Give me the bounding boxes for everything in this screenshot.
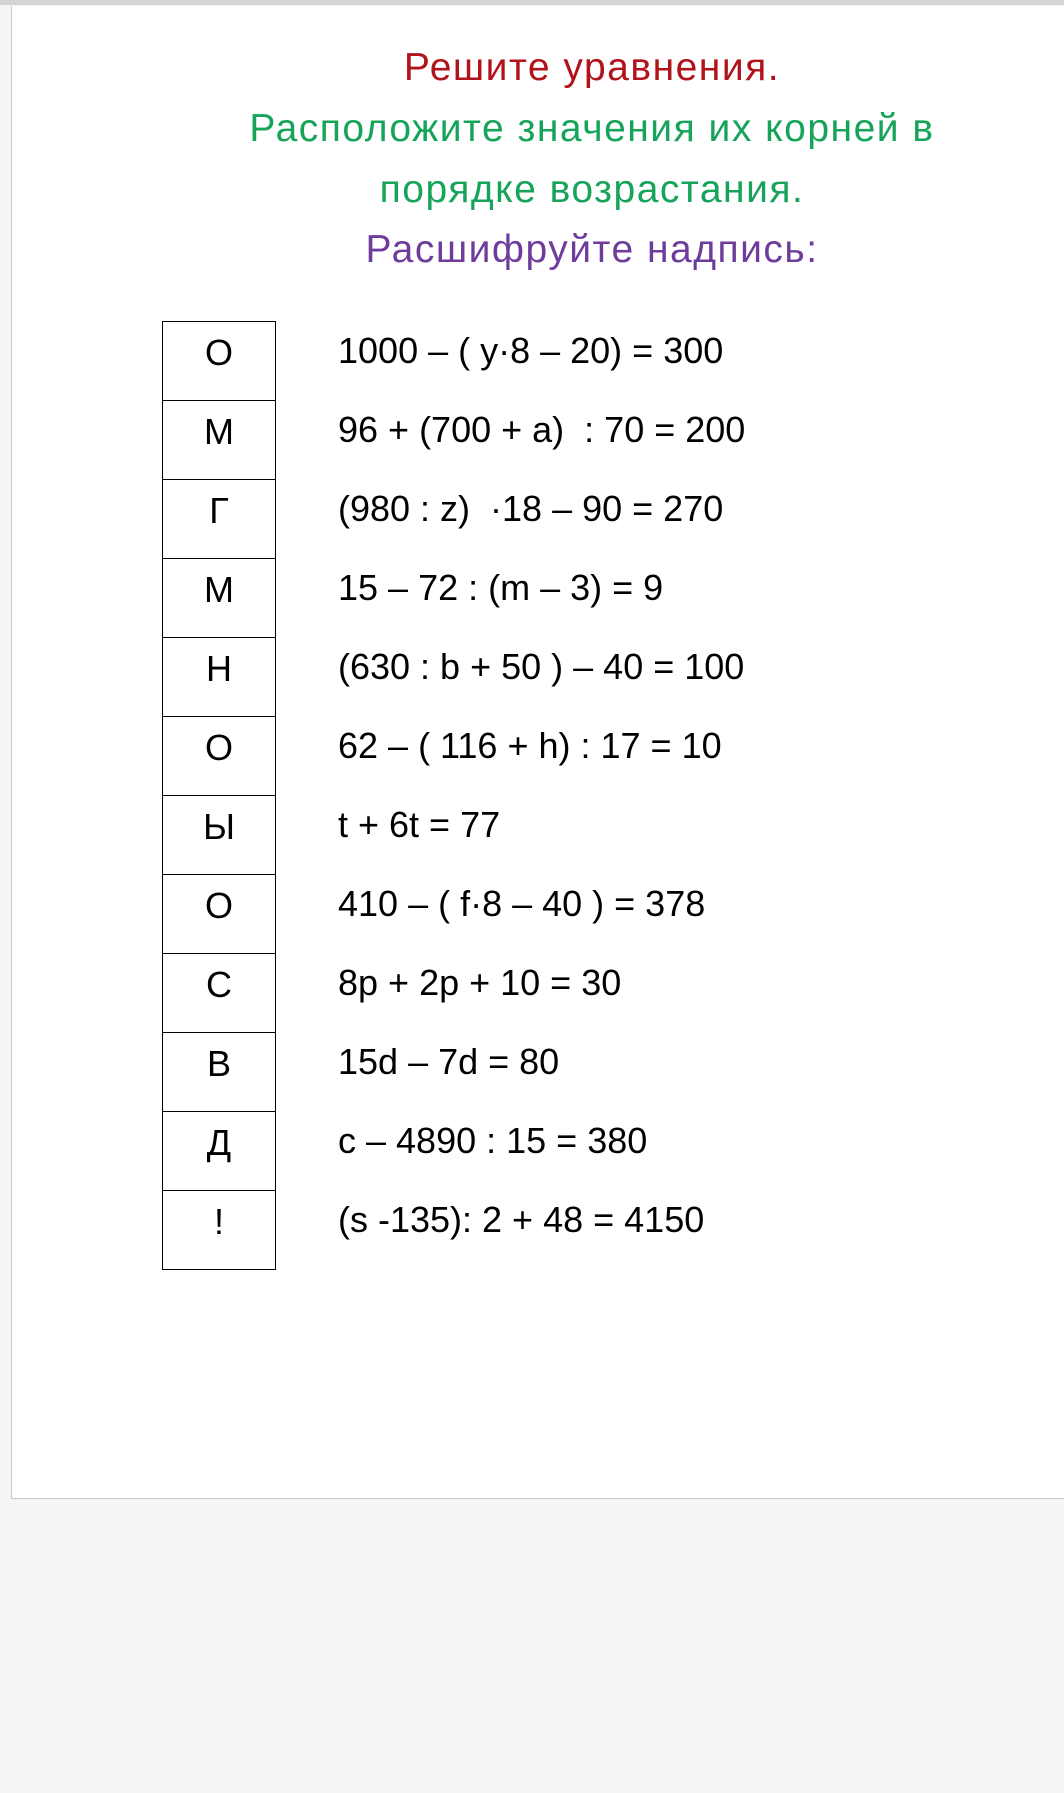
letter-cell — [163, 638, 276, 717]
letter-row — [163, 954, 276, 1033]
letter: Н — [206, 648, 232, 689]
letter: ! — [213, 1201, 224, 1242]
letter: О — [204, 885, 233, 926]
letter: М — [204, 569, 234, 610]
title-solve: Решите уравнения. — [403, 46, 781, 89]
top-border — [0, 0, 1064, 5]
letter-cell — [163, 1033, 276, 1112]
letter-row — [163, 638, 276, 717]
letter: Г — [209, 490, 229, 531]
equation: 15 – 72 : (m – 3) = 9 — [338, 567, 664, 608]
letter-cell — [163, 1112, 276, 1191]
letter-cell — [163, 480, 276, 559]
letter-row — [163, 559, 276, 638]
letter-row — [163, 875, 276, 954]
letter: В — [206, 1043, 231, 1084]
letter-cell — [163, 559, 276, 638]
letter-table — [162, 321, 276, 1270]
equation-list — [338, 321, 745, 1269]
equation: 15d – 7d = 80 — [338, 1041, 560, 1082]
letter: Д — [206, 1122, 232, 1163]
letter: О — [204, 332, 233, 373]
title-arrange-2: порядке возрастания. — [379, 168, 805, 211]
letter-cell — [163, 401, 276, 480]
letter-cell — [163, 796, 276, 875]
equation: 62 – ( 116 + h) : 17 = 10 — [338, 725, 722, 766]
title-arrange-1: Расположите значения их корней в — [249, 107, 935, 150]
letter: Ы — [203, 806, 235, 847]
equation: (s -135): 2 + 48 = 4150 — [338, 1199, 705, 1240]
equation: 410 – ( f·8 – 40 ) = 378 — [338, 883, 706, 924]
letter-row — [163, 480, 276, 559]
title-decode: Расшифруйте надпись: — [365, 228, 819, 271]
letter-cell — [163, 875, 276, 954]
equation: c – 4890 : 15 = 380 — [338, 1120, 648, 1161]
letter-row — [163, 717, 276, 796]
letter: С — [206, 964, 232, 1005]
letter-cell — [163, 1191, 276, 1270]
letter-row — [163, 1191, 276, 1270]
letter-cell — [163, 717, 276, 796]
letter-row — [163, 796, 276, 875]
equation: (980 : z) ·18 – 90 = 270 — [338, 488, 724, 529]
letter: О — [204, 727, 233, 768]
equation: (630 : b + 50 ) – 40 = 100 — [338, 646, 745, 687]
letter-cell — [163, 322, 276, 401]
letter-row — [163, 322, 276, 401]
equation: t + 6t = 77 — [338, 804, 501, 845]
letter: М — [204, 411, 234, 452]
letter-row — [163, 1112, 276, 1191]
equation: 1000 – ( y·8 – 20) = 300 — [338, 330, 724, 371]
document-page — [11, 6, 1064, 1499]
letter-row — [163, 401, 276, 480]
equation: 8p + 2p + 10 = 30 — [338, 962, 622, 1003]
letter-row — [163, 1033, 276, 1112]
letter-cell — [163, 954, 276, 1033]
equation: 96 + (700 + a) : 70 = 200 — [338, 409, 746, 450]
